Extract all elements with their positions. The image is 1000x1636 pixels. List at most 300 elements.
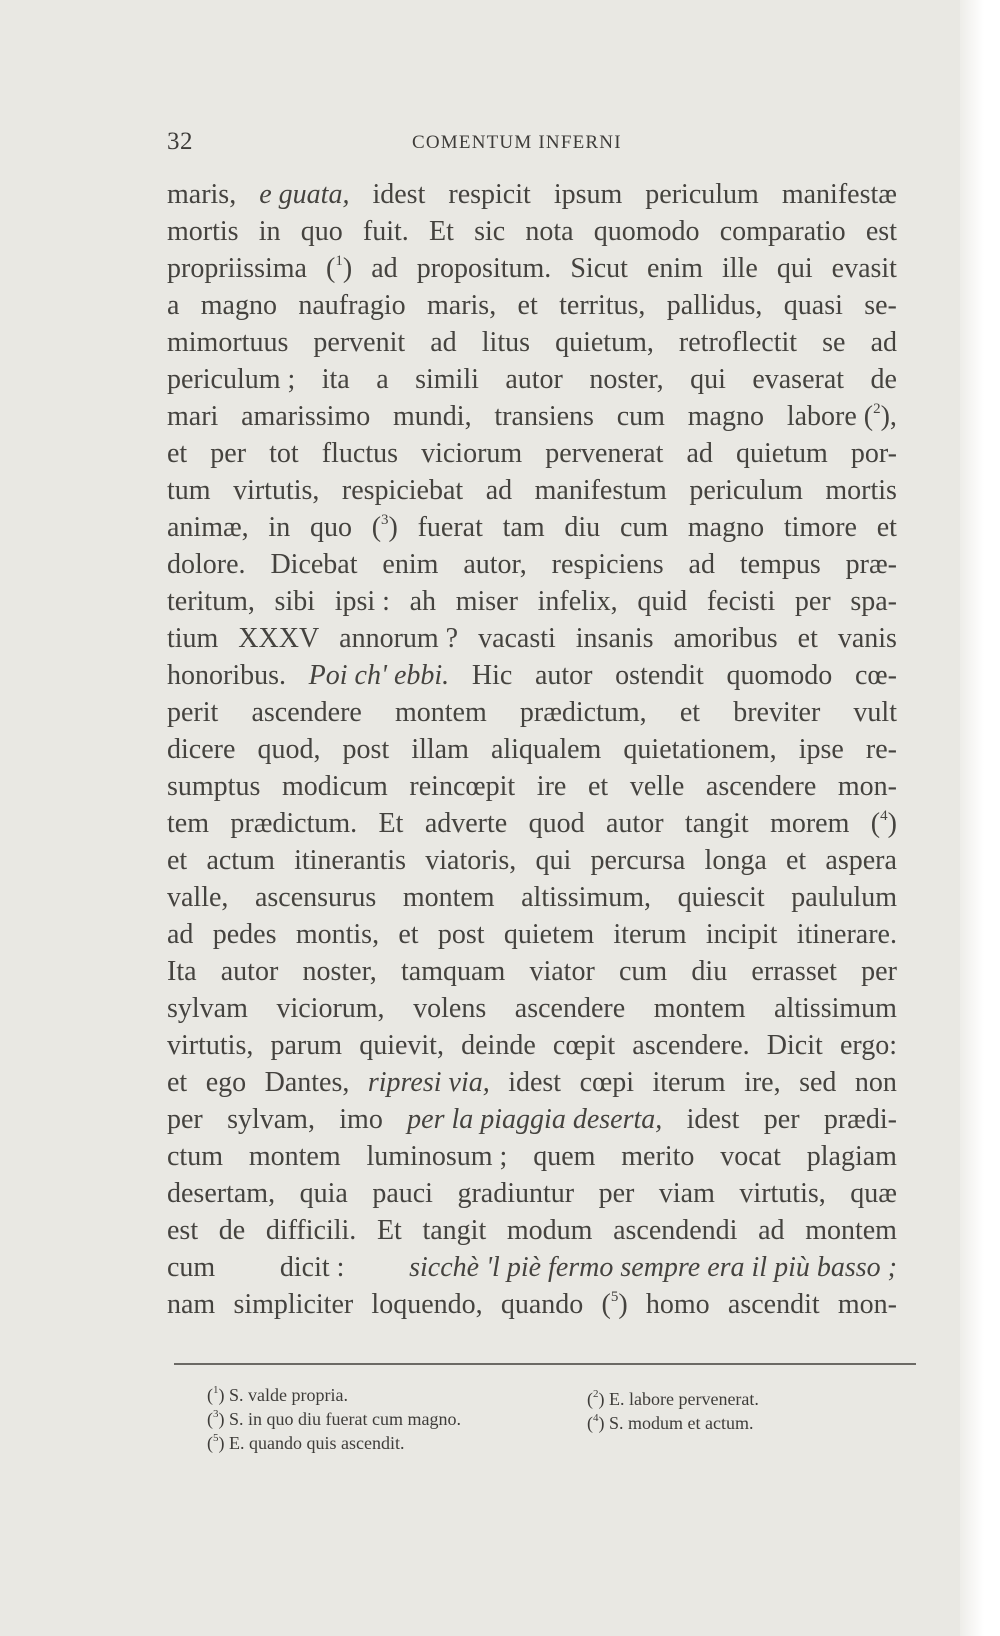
word: ipse [798, 734, 844, 765]
word: prædi- [823, 1104, 897, 1135]
word: reincœpit [409, 771, 516, 802]
word: ($^1$) [326, 252, 353, 284]
text-line [167, 657, 897, 694]
word: Sicut [570, 253, 628, 284]
word: perit [167, 697, 219, 728]
word: ascendendi [613, 1215, 738, 1246]
word: periculum ; [167, 364, 296, 395]
word: iterum [652, 1067, 726, 1098]
word: viator [529, 956, 595, 987]
text-line [167, 1101, 897, 1138]
word: homo [645, 1289, 710, 1320]
word: tempus [739, 549, 821, 580]
word: fuit. [362, 216, 409, 247]
word: ah [409, 586, 437, 617]
word: a [376, 364, 389, 395]
word: propriissima [167, 253, 307, 284]
word: cum [618, 956, 668, 987]
word: sumptus [167, 771, 261, 802]
word: autor, [463, 549, 527, 580]
footnote-mark: 2 [593, 1388, 599, 1400]
word: respicit [448, 179, 531, 210]
word: magno [687, 401, 764, 432]
italic-quote: Poi ch' ebbi. [308, 660, 450, 691]
footnote-text: E. labore pervenerat. [609, 1389, 759, 1409]
word: periculum [689, 475, 803, 506]
word: qui [776, 253, 813, 284]
body-text [167, 176, 897, 1323]
word: respiciebat [341, 475, 464, 506]
word: per [598, 1178, 635, 1209]
word: et [587, 771, 609, 802]
footnote-1: ($^1$) S. valde propria. [207, 1384, 348, 1405]
text-line [167, 546, 897, 583]
word: dolore. [167, 549, 246, 580]
word: quietem [503, 919, 595, 950]
word: tam [502, 512, 545, 543]
word: montem [394, 697, 487, 728]
word: sed [799, 1067, 837, 1098]
text-line [167, 472, 897, 509]
word: velle [629, 771, 685, 802]
word: vocat [720, 1141, 781, 1172]
word: mortis [167, 216, 239, 247]
word: tangit [422, 1215, 487, 1246]
word: per [861, 956, 897, 987]
word: ostendit [615, 660, 704, 691]
word: ipsum [553, 179, 623, 210]
word: insanis [575, 623, 654, 654]
word: cœpit [552, 1030, 616, 1061]
text-line [167, 435, 897, 472]
word: ipsi : [334, 586, 390, 617]
word: actum [206, 845, 275, 876]
word: comparatio [719, 216, 846, 247]
word: viciorum [421, 438, 523, 469]
word: virtutis, [167, 1030, 254, 1061]
word: respiciens [551, 549, 664, 580]
text-line [167, 620, 897, 657]
word: modum [506, 1215, 593, 1246]
word: et [785, 845, 807, 876]
word: autor [220, 956, 279, 987]
word: a [167, 290, 180, 321]
word: labore ($^2$), [786, 400, 897, 432]
word: pedes [212, 919, 277, 950]
word: infelix, [537, 586, 618, 617]
word: evasit [831, 253, 897, 284]
word: diu [564, 512, 601, 543]
word: ctum [167, 1141, 223, 1172]
word: quievit, [359, 1030, 444, 1061]
word: autor [606, 808, 664, 839]
footnote-2: ($^2$) E. labore pervenerat. [587, 1388, 759, 1409]
word: aliqualem [490, 734, 602, 765]
word: est [167, 1215, 199, 1246]
word: vanis [837, 623, 897, 654]
text-line [167, 1286, 897, 1323]
word: XXXV [238, 623, 320, 654]
text-line [167, 176, 897, 213]
word: litus [481, 327, 530, 358]
word: ad [167, 919, 194, 950]
word: annorum ? [339, 623, 459, 654]
word: et [797, 623, 818, 654]
word: quo [309, 512, 352, 543]
footnote-mark: 1 [213, 1384, 219, 1396]
word: tem [167, 808, 209, 839]
word: ire [536, 771, 567, 802]
word: tium [167, 623, 219, 654]
word: gradiuntur [457, 1178, 575, 1209]
word: se- [864, 290, 897, 321]
word: præ- [845, 549, 897, 580]
word: sic [474, 216, 506, 247]
word: ($^5$) [601, 1288, 628, 1320]
word: montem [805, 1215, 897, 1246]
word: viam [658, 1178, 715, 1209]
word: prædictum, [519, 697, 647, 728]
word: amarissimo [241, 401, 371, 432]
text-line [167, 1064, 897, 1101]
word: in [258, 216, 281, 247]
word: quem [533, 1141, 596, 1172]
word: por- [850, 438, 897, 469]
text-line [167, 398, 897, 435]
word: virtutis, [233, 475, 320, 506]
word: percursa [590, 845, 686, 876]
footnote-3: ($^3$) S. in quo diu fuerat cum magno. [207, 1408, 461, 1429]
word: ad [758, 1215, 785, 1246]
word: ($^4$) [870, 807, 897, 839]
word: quo [300, 216, 343, 247]
word: itinerare. [796, 919, 897, 950]
footnote-rule [174, 1363, 916, 1365]
text-line [167, 842, 897, 879]
word: mari [167, 401, 219, 432]
word: manifestum [534, 475, 667, 506]
word: tot [269, 438, 299, 469]
word: illam [411, 734, 469, 765]
word: longa [704, 845, 767, 876]
word: simpliciter [233, 1289, 354, 1320]
word: et [398, 919, 419, 950]
word: vult [853, 697, 897, 728]
word: volens [413, 993, 487, 1024]
word: quod, [257, 734, 321, 765]
word: nam [167, 1289, 216, 1320]
word: spa- [850, 586, 897, 617]
word: quia [299, 1178, 348, 1209]
word: sylvam, [227, 1104, 315, 1135]
word: autor [534, 660, 593, 691]
text-line [167, 1027, 897, 1064]
word: est [865, 216, 897, 247]
text-line [167, 768, 897, 805]
word: montem [248, 1141, 341, 1172]
word: ascendere [251, 697, 362, 728]
word: Hic [471, 660, 513, 691]
word: ita [321, 364, 350, 395]
word: viatoris, [425, 845, 517, 876]
word: simili [415, 364, 479, 395]
italic-quote: e guata, [259, 179, 350, 210]
word: magno [200, 290, 277, 321]
word: periculum [645, 179, 759, 210]
word: teritum, [167, 586, 255, 617]
word: quiescit [677, 882, 765, 913]
word: diu [691, 956, 728, 987]
word: ascendit [727, 1289, 820, 1320]
word: mon- [837, 1289, 897, 1320]
word: altissimum [774, 993, 897, 1024]
word: timore [783, 512, 857, 543]
word: nota [525, 216, 574, 247]
word: ad [688, 549, 715, 580]
text-line [167, 990, 897, 1027]
word: merito [621, 1141, 695, 1172]
word: miser [455, 586, 518, 617]
word: Ita [167, 956, 197, 987]
word: pallidus, [666, 290, 763, 321]
text-line [167, 1138, 897, 1175]
text-line [167, 213, 897, 250]
word: errasset [751, 956, 837, 987]
word: quid [637, 586, 688, 617]
word: ire, [744, 1067, 781, 1098]
word: difficili. [265, 1215, 357, 1246]
word: fecisti [706, 586, 776, 617]
word: magno [687, 512, 765, 543]
word: mundi, [393, 401, 472, 432]
word: quomodo [593, 216, 700, 247]
word: quando [500, 1289, 584, 1320]
word: imo [339, 1104, 383, 1135]
word: ergo: [839, 1030, 897, 1061]
page-edge [960, 0, 1000, 1636]
word: valle, [167, 882, 229, 913]
word: et [167, 1067, 188, 1098]
word: Dicebat [270, 549, 358, 580]
word: iterum [613, 919, 687, 950]
word: tangit [684, 808, 749, 839]
word: ille [722, 253, 758, 284]
word: de [870, 364, 897, 395]
word: per [210, 438, 247, 469]
word: quod [528, 808, 585, 839]
word: breviter [733, 697, 821, 728]
word: deinde [461, 1030, 536, 1061]
word: idest [686, 1104, 740, 1135]
running-title: COMENTUM INFERNI [412, 132, 622, 153]
word: quomodo [726, 660, 833, 691]
word: maris, [167, 179, 237, 210]
word: et [679, 697, 701, 728]
word: idest [372, 179, 426, 210]
word: noster, [589, 364, 664, 395]
word: propositum. [416, 253, 552, 284]
running-head [167, 128, 900, 160]
text-line [167, 1175, 897, 1212]
word: et [167, 438, 188, 469]
word: cum [167, 1252, 216, 1283]
text-line [167, 287, 897, 324]
word: per [794, 586, 831, 617]
page-number: 32 [167, 128, 193, 155]
word: re- [865, 734, 897, 765]
word: evaserat [752, 364, 845, 395]
word: fuerat [417, 512, 483, 543]
word: de [218, 1215, 246, 1246]
word: quietationem, [623, 734, 777, 765]
word: ascendere [514, 993, 626, 1024]
word: manifestæ [781, 179, 897, 210]
word: noster, [302, 956, 377, 987]
word: amoribus [673, 623, 778, 654]
text-line [167, 324, 897, 361]
text-line [167, 361, 897, 398]
word: non [854, 1067, 897, 1098]
word: cœpi [579, 1067, 635, 1098]
word: post [342, 734, 390, 765]
word: ad [430, 327, 457, 358]
word: adverte [424, 808, 508, 839]
word: mimortuus [167, 327, 289, 358]
word: per [763, 1104, 800, 1135]
word: ascendere. [632, 1030, 750, 1061]
word: ad [686, 438, 713, 469]
word: ad [485, 475, 513, 506]
word: ego [205, 1067, 247, 1098]
word: mon- [837, 771, 897, 802]
word: altissimum, [521, 882, 652, 913]
word: montem [653, 993, 746, 1024]
text-line [167, 509, 897, 546]
footnote-mark: 5 [213, 1432, 219, 1444]
italic-quote: ripresi via, [367, 1067, 490, 1098]
footnote-text: E. quando quis ascendit. [229, 1433, 405, 1453]
word: tamquam [401, 956, 506, 987]
word: cœ- [854, 660, 897, 691]
footnote-5: ($^5$) E. quando quis ascendit. [207, 1432, 405, 1453]
word: autor [505, 364, 563, 395]
word: territus, [559, 290, 646, 321]
word: qui [535, 845, 572, 876]
word: Et [378, 808, 404, 839]
word: animæ, [167, 512, 249, 543]
text-line [167, 916, 897, 953]
word: idest [508, 1067, 562, 1098]
word: pauci [372, 1178, 433, 1209]
word: Dicit [766, 1030, 823, 1061]
word: ($^3$) [371, 511, 398, 543]
word: sylvam [167, 993, 248, 1024]
word: post [437, 919, 485, 950]
word: retroflectit [678, 327, 798, 358]
text-line [167, 731, 897, 768]
word: quæ [850, 1178, 897, 1209]
footnote-4: ($^4$) S. modum et actum. [587, 1412, 754, 1433]
word: vacasti [478, 623, 556, 654]
word: dicit : [279, 1252, 345, 1283]
text-line [167, 953, 897, 990]
text-line [167, 1249, 897, 1286]
word: tum [167, 475, 211, 506]
word: honoribus. [167, 660, 286, 691]
text-line [167, 1212, 897, 1249]
word: et [876, 512, 897, 543]
word: incipit [705, 919, 778, 950]
footnote-mark: 3 [213, 1408, 219, 1420]
word: montis, [295, 919, 380, 950]
footnote-text: S. in quo diu fuerat cum magno. [229, 1409, 461, 1429]
word: quietum [735, 438, 828, 469]
text-line [167, 805, 897, 842]
italic-quote: sicchè 'l piè fermo sempre era il più basso ; [409, 1252, 897, 1283]
word: mortis [825, 475, 897, 506]
word: luminosum ; [366, 1141, 508, 1172]
word: plagiam [806, 1141, 897, 1172]
word: montem [402, 882, 495, 913]
text-line [167, 583, 897, 620]
word: Et [376, 1215, 402, 1246]
word: naufragio [298, 290, 406, 321]
text-line [167, 879, 897, 916]
word: itinerantis [294, 845, 407, 876]
word: ascendere [705, 771, 817, 802]
italic-quote: per la piaggia deserta, [407, 1104, 663, 1135]
footnote-text: S. valde propria. [229, 1385, 348, 1405]
word: transiens [494, 401, 594, 432]
word: modicum [282, 771, 388, 802]
word: desertam, [167, 1178, 276, 1209]
word: pervenit [313, 327, 406, 358]
word: parum [270, 1030, 343, 1061]
word: cum [616, 401, 665, 432]
text-line [167, 694, 897, 731]
word: fluctus [321, 438, 398, 469]
word: enim [382, 549, 439, 580]
word: se [822, 327, 846, 358]
word: loquendo, [371, 1289, 483, 1320]
word: viciorum, [276, 993, 385, 1024]
word: Dantes, [264, 1067, 350, 1098]
word: cum [619, 512, 669, 543]
word: ascensurus [254, 882, 377, 913]
word: ad [870, 327, 897, 358]
footnote-mark: 4 [593, 1412, 599, 1424]
word: et [167, 845, 188, 876]
word: maris, [426, 290, 497, 321]
footnote-text: S. modum et actum. [609, 1413, 754, 1433]
word: qui [690, 364, 726, 395]
word: prædictum. [230, 808, 358, 839]
word: enim [646, 253, 703, 284]
word: pervenerat [545, 438, 664, 469]
word: in [268, 512, 291, 543]
word: ad [371, 253, 398, 284]
text-line [167, 250, 897, 287]
word: quasi [783, 290, 843, 321]
word: et [517, 290, 538, 321]
word: quietum, [555, 327, 654, 358]
word: dicere [167, 734, 236, 765]
word: paululum [791, 882, 897, 913]
word: sibi [274, 586, 316, 617]
word: aspera [825, 845, 897, 876]
word: per [167, 1104, 203, 1135]
word: Et [428, 216, 454, 247]
